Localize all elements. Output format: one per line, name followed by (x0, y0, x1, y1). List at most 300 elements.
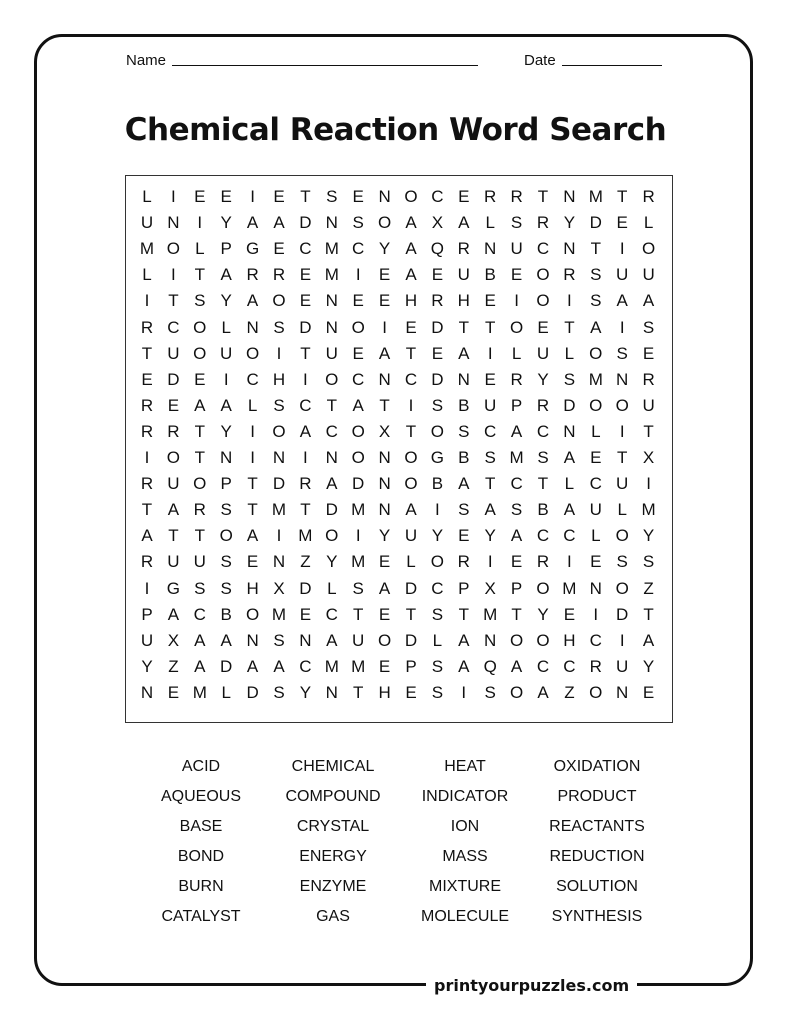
grid-letter: N (563, 239, 576, 259)
grid-letter: T (458, 604, 469, 624)
grid-row (126, 678, 672, 708)
grid-letter: U (642, 265, 655, 285)
grid-letter: I (408, 395, 414, 415)
grid-letter: S (431, 682, 444, 702)
grid-letter: Y (141, 656, 153, 676)
grid-letter: T (247, 474, 258, 494)
grid-letter: S (220, 578, 232, 598)
grid-letter: U (404, 526, 418, 546)
grid-letter: O (536, 265, 550, 285)
grid-letter: L (247, 395, 258, 415)
grid-letter: Y (563, 213, 576, 233)
word-list-item: ION (450, 818, 480, 835)
word-list-item: ENZYME (299, 878, 367, 895)
grid-letter: N (325, 448, 338, 467)
grid-letter: E (378, 604, 391, 624)
grid-letter: O (272, 421, 286, 441)
grid-letter: T (141, 343, 153, 363)
grid-letter: C (589, 630, 602, 650)
grid-letter: Z (564, 682, 575, 702)
grid-letter: E (458, 187, 470, 206)
grid-letter: D (299, 213, 312, 233)
grid-letter: O (219, 526, 233, 546)
grid-letter: S (458, 500, 470, 520)
grid-letter: I (276, 343, 282, 363)
grid-letter: O (377, 213, 392, 233)
grid-letter: T (352, 682, 364, 702)
grid-letter: I (171, 187, 176, 206)
grid-letter: C (431, 578, 444, 598)
grid-letter: I (593, 604, 599, 624)
grid-letter: N (484, 630, 497, 650)
grid-letter: A (642, 291, 655, 311)
grid-letter: E (484, 291, 496, 311)
grid-letter: D (299, 317, 312, 337)
grid-letter: O (193, 474, 207, 494)
grid-letter: O (351, 317, 365, 337)
grid-letter: D (404, 578, 418, 598)
grid-letter: A (194, 630, 206, 650)
grid-letter: E (167, 682, 180, 702)
grid-letter: T (168, 526, 179, 546)
grid-letter: O (430, 421, 444, 441)
grid-letter: S (616, 552, 628, 572)
grid-letter: L (406, 552, 416, 572)
grid-letter: A (458, 213, 470, 233)
word-list (135, 754, 663, 934)
grid-letter: S (484, 682, 496, 702)
word-list-item: BASE (179, 818, 223, 835)
grid-letter: O (166, 239, 180, 259)
grid-letter: C (352, 239, 365, 259)
grid-letter: Y (537, 369, 549, 389)
word-list-item: MASS (442, 848, 488, 865)
grid-letter: I (250, 187, 255, 206)
grid-letter: L (564, 474, 575, 494)
grid-letter: M (271, 604, 287, 624)
grid-letter: O (641, 239, 656, 259)
grid-letter: E (299, 604, 312, 624)
grid-letter: S (616, 343, 628, 363)
grid-letter: T (643, 604, 654, 624)
grid-letter: U (616, 474, 629, 494)
grid-letter: L (432, 630, 443, 650)
grid-letter: T (168, 291, 179, 311)
grid-letter: O (430, 552, 444, 572)
word-list-item: MOLECULE (420, 908, 510, 925)
grid-letter: A (510, 421, 523, 441)
grid-letter: O (193, 317, 207, 337)
grid-letter: N (378, 448, 391, 467)
grid-letter: Y (378, 526, 391, 546)
name-label: Name (126, 52, 167, 69)
grid-letter: U (140, 630, 154, 650)
grid-letter: Y (220, 421, 232, 441)
grid-letter: T (458, 317, 469, 337)
grid-letter: A (220, 395, 232, 415)
grid-letter: E (352, 291, 364, 311)
grid-letter: O (589, 343, 603, 363)
grid-letter: A (458, 656, 470, 676)
grid-letter: E (431, 343, 444, 363)
grid-letter: A (246, 656, 259, 676)
grid-letter: N (272, 448, 286, 467)
grid-letter: A (141, 526, 153, 546)
grid-letter: R (431, 291, 444, 311)
letter-grid (125, 175, 673, 723)
grid-letter: M (641, 500, 656, 520)
grid-letter: D (589, 213, 602, 233)
grid-letter: A (458, 630, 470, 650)
grid-letter: G (430, 448, 444, 467)
grid-letter: N (246, 630, 259, 650)
grid-letter: U (510, 239, 523, 259)
grid-letter: C (299, 656, 312, 676)
grid-letter: E (299, 291, 312, 311)
grid-letter: T (300, 343, 311, 363)
grid-letter: O (245, 604, 260, 624)
grid-letter: O (325, 526, 339, 546)
grid-letter: R (246, 265, 259, 285)
grid-letter: A (405, 500, 417, 520)
grid-letter: N (378, 474, 391, 494)
grid-letter: Y (642, 526, 655, 546)
grid-letter: P (405, 656, 417, 676)
grid-letter: S (510, 213, 523, 233)
grid-letter: S (431, 395, 444, 415)
grid-letter: P (220, 239, 232, 259)
grid-letter: C (325, 421, 338, 441)
grid-letter: N (325, 213, 338, 233)
grid-letter: R (299, 474, 312, 494)
grid-letter: E (273, 187, 285, 206)
grid-letter: A (352, 395, 364, 415)
grid-letter: C (563, 656, 576, 676)
grid-letter: A (616, 291, 628, 311)
grid-letter: O (404, 448, 418, 467)
grid-letter: S (590, 265, 602, 285)
grid-letter: N (378, 187, 391, 206)
grid-letter: C (589, 474, 602, 494)
word-list-item: ENERGY (299, 848, 367, 865)
grid-letter: D (220, 656, 233, 676)
grid-letter: D (299, 578, 312, 598)
grid-letter: R (167, 421, 180, 441)
grid-letter: A (590, 317, 602, 337)
grid-letter: D (167, 369, 180, 389)
grid-letter: G (245, 239, 260, 259)
grid-letter: N (272, 552, 286, 572)
grid-letter: R (140, 317, 154, 337)
grid-letter: A (405, 213, 417, 233)
grid-letter: A (273, 213, 285, 233)
grid-letter: N (140, 682, 154, 702)
grid-letter: O (589, 682, 603, 702)
grid-letter: I (250, 421, 255, 441)
grid-letter: A (220, 265, 232, 285)
grid-letter: N (563, 421, 576, 441)
word-list-item: BOND (177, 848, 225, 865)
grid-letter: Y (378, 239, 391, 259)
grid-letter: X (167, 630, 180, 650)
grid-letter: S (326, 187, 338, 206)
grid-letter: C (404, 369, 418, 389)
grid-letter: E (378, 656, 391, 676)
grid-letter: I (487, 343, 493, 363)
grid-letter: N (246, 317, 259, 337)
grid-letter: A (537, 682, 549, 702)
grid-letter: L (142, 187, 152, 206)
grid-letter: Y (220, 213, 232, 233)
grid-letter: R (510, 369, 523, 389)
grid-letter: M (271, 500, 287, 520)
grid-letter: T (484, 474, 496, 494)
grid-letter: T (511, 604, 522, 624)
grid-letter: R (563, 265, 576, 285)
grid-letter: L (643, 213, 654, 233)
grid-letter: E (220, 187, 232, 206)
grid-letter: A (405, 239, 417, 259)
grid-letter: E (352, 343, 364, 363)
grid-letter: T (590, 239, 601, 259)
grid-letter: R (510, 187, 523, 206)
grid-letter: N (299, 630, 312, 650)
grid-letter: I (144, 448, 150, 467)
grid-letter: B (537, 500, 549, 520)
grid-letter: O (245, 343, 260, 363)
grid-letter: H (378, 682, 391, 702)
grid-letter: A (326, 630, 338, 650)
grid-letter: D (563, 395, 576, 415)
grid-letter: I (276, 526, 282, 546)
word-list-item: COMPOUND (285, 788, 381, 805)
grid-letter: A (563, 500, 576, 520)
grid-letter: U (167, 343, 180, 363)
grid-letter: S (642, 317, 655, 337)
grid-letter: M (192, 682, 207, 702)
grid-letter: S (273, 395, 285, 415)
grid-letter: E (458, 526, 470, 546)
grid-letter: R (140, 474, 154, 494)
grid-letter: B (458, 395, 470, 415)
grid-letter: L (617, 500, 627, 520)
grid-letter: A (273, 656, 285, 676)
grid-letter: T (616, 187, 628, 206)
grid-letter: U (352, 630, 365, 650)
grid-letter: U (140, 213, 154, 233)
grid-letter: E (537, 317, 549, 337)
grid-letter: A (378, 578, 391, 598)
grid-letter: O (536, 630, 550, 650)
grid-letter: C (484, 421, 497, 441)
grid-letter: U (193, 552, 206, 572)
name-field (126, 52, 478, 69)
grid-letter: A (299, 421, 312, 441)
word-list-item: BURN (178, 878, 224, 895)
grid-letter: I (355, 526, 361, 546)
grid-letter: T (484, 317, 496, 337)
grid-letter: O (509, 630, 524, 650)
grid-letter: A (246, 526, 259, 546)
grid-letter: X (431, 213, 444, 233)
grid-letter: I (171, 265, 176, 285)
grid-letter: L (327, 578, 337, 598)
grid-letter: A (510, 526, 523, 546)
grid-letter: O (404, 474, 418, 494)
date-label: Date (524, 52, 556, 69)
grid-letter: M (139, 239, 155, 259)
grid-letter: N (563, 187, 576, 206)
grid-letter: A (246, 291, 259, 311)
grid-letter: E (141, 369, 153, 389)
grid-letter: L (591, 526, 601, 546)
grid-letter: A (194, 656, 206, 676)
grid-letter: S (563, 369, 576, 389)
grid-letter: U (457, 265, 470, 285)
grid-letter: E (431, 265, 444, 285)
grid-letter: M (588, 369, 603, 389)
page-title: Chemical Reaction Word Search (124, 112, 667, 148)
grid-letter: R (193, 500, 206, 520)
grid-letter: E (352, 187, 364, 206)
grid-letter: O (536, 578, 550, 598)
grid-letter: P (458, 578, 470, 598)
grid-letter: S (273, 317, 285, 337)
grid-letter: M (509, 448, 524, 467)
grid-letter: A (167, 500, 180, 520)
grid-letter: T (405, 343, 417, 363)
grid-letter: M (298, 526, 313, 546)
grid-letter: E (642, 343, 655, 363)
grid-letter: N (378, 369, 391, 389)
grid-letter: T (537, 187, 549, 206)
grid-letter: R (457, 239, 470, 259)
grid-letter: N (220, 448, 233, 467)
grid-letter: T (300, 500, 311, 520)
grid-letter: T (300, 187, 311, 206)
grid-letter: S (537, 448, 549, 467)
grid-letter: I (382, 317, 387, 337)
grid-letter: O (615, 578, 629, 598)
grid-letter: R (140, 421, 154, 441)
grid-letter: M (351, 500, 366, 520)
grid-letter: I (619, 421, 625, 441)
grid-letter: X (642, 448, 655, 467)
grid-letter: O (193, 343, 207, 363)
grid-letter: E (194, 187, 206, 206)
grid-letter: A (326, 474, 338, 494)
grid-letter: U (220, 343, 233, 363)
grid-letter: S (484, 448, 496, 467)
grid-letter: L (564, 343, 575, 363)
grid-letter: L (485, 213, 495, 233)
grid-letter: E (378, 265, 391, 285)
grid-letter: R (536, 395, 550, 415)
word-list-item: SOLUTION (556, 878, 638, 895)
grid-letter: I (144, 578, 150, 598)
grid-letter: Z (300, 552, 311, 572)
grid-letter: B (484, 265, 496, 285)
grid-letter: S (220, 552, 232, 572)
grid-letter: U (536, 343, 550, 363)
grid-letter: T (379, 395, 390, 415)
grid-letter: S (220, 500, 232, 520)
grid-letter: E (378, 291, 391, 311)
grid-letter: I (646, 474, 651, 494)
grid-letter: R (536, 552, 550, 572)
grid-letter: Y (537, 604, 549, 624)
grid-letter: C (193, 604, 206, 624)
grid-letter: C (299, 395, 312, 415)
grid-letter: T (194, 421, 205, 441)
grid-letter: E (616, 213, 628, 233)
grid-letter: R (140, 395, 154, 415)
grid-letter: O (272, 291, 286, 311)
grid-letter: U (589, 500, 602, 520)
grid-letter: I (461, 682, 467, 702)
grid-letter: I (487, 552, 493, 572)
grid-letter: S (352, 213, 364, 233)
grid-letter: M (483, 604, 498, 624)
grid-letter: M (351, 656, 366, 676)
grid-letter: E (590, 448, 602, 467)
grid-letter: A (167, 604, 180, 624)
grid-letter: Z (643, 578, 654, 598)
word-list-item: REDUCTION (549, 848, 645, 865)
date-field (524, 52, 662, 69)
grid-letter: I (197, 213, 203, 233)
grid-letter: N (589, 578, 602, 598)
grid-letter: E (405, 682, 417, 702)
word-list-item: INDICATOR (421, 788, 509, 805)
grid-letter: O (589, 395, 603, 415)
grid-letter: A (642, 630, 655, 650)
grid-letter: D (431, 317, 444, 337)
grid-letter: O (509, 317, 524, 337)
word-list-item: CHEMICAL (291, 758, 375, 775)
word-list-item: ACID (181, 758, 221, 775)
grid-letter: D (616, 604, 629, 624)
grid-letter: P (220, 474, 232, 494)
grid-letter: O (404, 187, 418, 206)
grid-letter: E (510, 265, 523, 285)
grid-letter: C (536, 421, 550, 441)
grid-letter: B (458, 448, 470, 467)
grid-letter: O (166, 448, 180, 467)
grid-letter: I (223, 369, 229, 389)
grid-letter: Y (326, 552, 338, 572)
grid-letter: E (510, 552, 523, 572)
grid-letter: R (642, 187, 655, 206)
grid-letter: U (325, 343, 338, 363)
grid-letter: M (324, 656, 339, 676)
grid-letter: N (167, 213, 180, 233)
grid-letter: E (642, 682, 655, 702)
grid-letter: R (642, 369, 655, 389)
grid-letter: T (194, 526, 205, 546)
grid-letter: L (142, 265, 152, 285)
grid-letter: I (144, 291, 150, 311)
grid-letter: P (510, 578, 523, 598)
grid-letter: M (588, 187, 603, 206)
word-list-item: CRYSTAL (296, 818, 370, 835)
grid-letter: T (194, 448, 205, 467)
grid-letter: M (324, 265, 339, 285)
grid-letter: L (591, 421, 601, 441)
word-list-item: AQUEOUS (160, 788, 241, 805)
grid-letter: U (616, 265, 629, 285)
grid-letter: Y (220, 291, 232, 311)
